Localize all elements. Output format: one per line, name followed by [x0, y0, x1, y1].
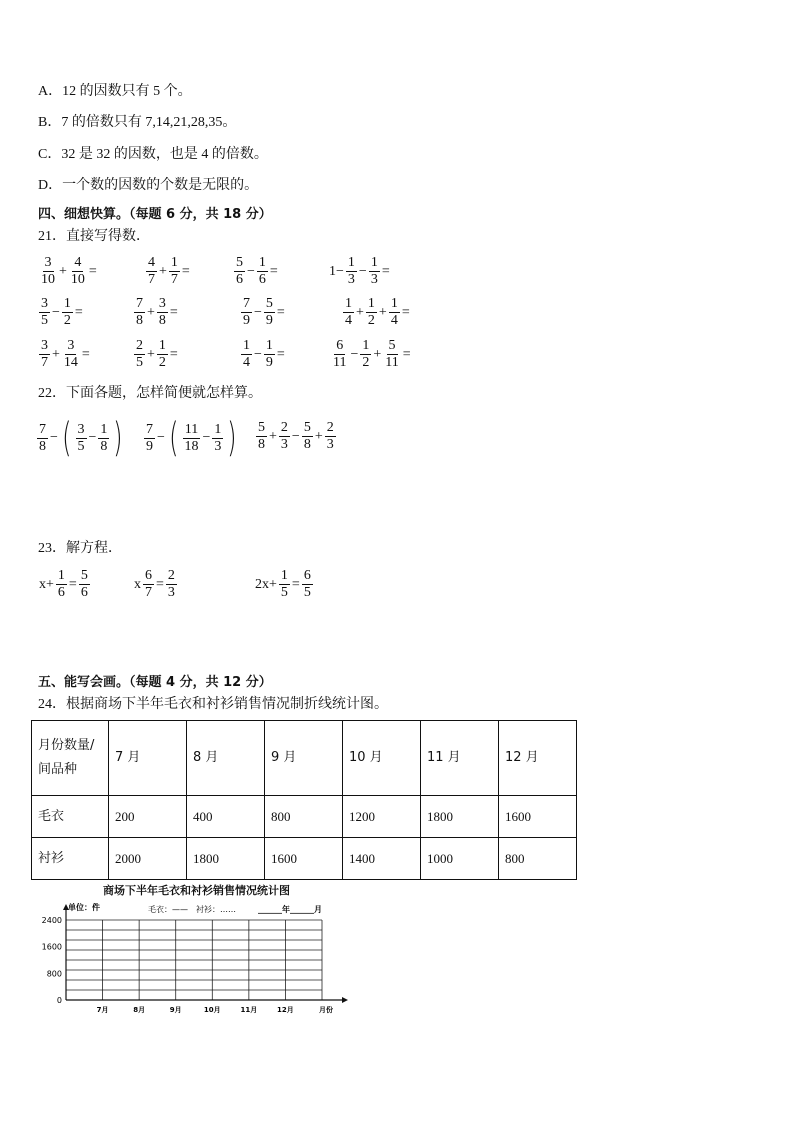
x-axis-label: 月份 — [319, 1006, 333, 1014]
fraction: $\frac{7}{8}$ — [39, 421, 46, 454]
y-tick-label: 800 — [46, 969, 62, 979]
table-header-cell: 11 月 — [421, 721, 499, 796]
fraction: $\frac{6}{5}$ — [303, 568, 311, 600]
table-header-cell: 10 月 — [343, 721, 421, 796]
q21-item: $\frac{1}{4}$ − $\frac{1}{9}$ = — [243, 338, 285, 370]
table-cell: 1600 — [265, 838, 343, 880]
q21-item: $\frac{3}{7}$ + $\frac{3}{14}$ = — [41, 338, 90, 370]
fraction: $\frac{1}{6}$ — [258, 255, 266, 287]
fraction: $\frac{3}{7}$ — [41, 338, 48, 370]
fraction: $\frac{1}{4}$ — [243, 338, 250, 370]
q23-equation-1: x+ $\frac{1}{6}$ = $\frac{5}{6}$ — [39, 568, 88, 600]
fraction: $\frac{1}{8}$ — [100, 421, 108, 454]
table-cell: 1200 — [343, 796, 421, 838]
fraction: $\frac{5}{9}$ — [265, 296, 273, 328]
sales-table — [31, 720, 577, 880]
table-cell: 1800 — [187, 838, 265, 880]
fraction: $\frac{7}{8}$ — [136, 296, 143, 328]
q21-title: 21．直接写得数． — [38, 229, 150, 244]
fraction: $\frac{1}{4}$ — [390, 296, 398, 328]
table-cell: 800 — [499, 838, 577, 880]
x-axis-arrow — [342, 997, 348, 1003]
fraction: $\frac{6}{7}$ — [145, 568, 152, 600]
q22-title: 22．下面各题，怎样简便就怎样算。 — [38, 386, 262, 401]
fraction: $\frac{5}{6}$ — [236, 255, 243, 287]
table-header-cell: 7 月 — [109, 721, 187, 796]
table-row-label: 衬衫 — [32, 838, 109, 880]
fraction: $\frac{5}{11}$ — [385, 338, 399, 370]
y-tick-label: 0 — [56, 996, 62, 1005]
fraction: $\frac{6}{11}$ — [333, 338, 347, 370]
q21-item: 1− $\frac{1}{3}$ − $\frac{1}{3}$ = — [329, 255, 390, 287]
q22-expression-3: $\frac{5}{8}$ + $\frac{2}{3}$ − $\frac{5}{8}$ + $\frac{2}{3}$ — [258, 420, 334, 452]
x-tick-label: 12月 — [277, 1006, 294, 1014]
table-header-cell: 8 月 — [187, 721, 265, 796]
fraction: $\frac{1}{9}$ — [265, 338, 273, 370]
x-tick-label: 9月 — [169, 1006, 182, 1014]
table-header-cell: 12 月 — [499, 721, 577, 796]
fraction: $\frac{7}{9}$ — [243, 296, 250, 328]
fraction: $\frac{2}{3}$ — [280, 420, 288, 452]
table-cell: 1400 — [343, 838, 421, 880]
fraction: $\frac{1}{3}$ — [347, 255, 355, 287]
y-tick-label: 2400 — [41, 916, 62, 925]
fraction: $\frac{1}{7}$ — [170, 255, 178, 287]
fraction: $\frac{3}{5}$ — [77, 421, 85, 454]
table-row — [32, 796, 577, 838]
fraction: $\frac{2}{3}$ — [167, 568, 175, 600]
option-d: D．一个数的因数的个数是无限的。 — [38, 178, 259, 193]
x-tick-label: 10月 — [203, 1006, 221, 1014]
y-tick-label: 1600 — [41, 942, 62, 952]
fraction: $\frac{11}{18}$ — [184, 421, 199, 454]
line-chart-grid — [30, 896, 360, 1020]
fraction: $\frac{3}{10}$ — [41, 255, 55, 287]
fraction: $\frac{2}{3}$ — [326, 420, 334, 452]
table-cell: 2000 — [109, 838, 187, 880]
fraction: $\frac{1}{3}$ — [370, 255, 378, 287]
q23-equation-3: 2x+ $\frac{1}{5}$ = $\frac{6}{5}$ — [255, 568, 311, 600]
fraction: $\frac{5}{8}$ — [258, 420, 265, 452]
table-cell: 1800 — [421, 796, 499, 838]
fraction: $\frac{3}{5}$ — [41, 296, 48, 328]
fraction: $\frac{1}{2}$ — [362, 338, 370, 370]
fraction: $\frac{4}{10}$ — [70, 255, 85, 287]
q21-item: $\frac{6}{11}$ − $\frac{1}{2}$ + $\frac{5}{11}$ = — [333, 338, 411, 370]
table-header-row — [32, 721, 577, 796]
x-tick-label: 8月 — [133, 1006, 146, 1014]
table-header-cell: 9 月 — [265, 721, 343, 796]
q21-item: $\frac{5}{6}$ − $\frac{1}{6}$ = — [236, 255, 278, 287]
chart-title: 商场下半年毛衣和衬衫销售情况统计图 — [103, 884, 290, 897]
chart-date-label: ______年______月 — [258, 905, 322, 914]
q21-item: $\frac{3}{10}$ + $\frac{4}{10}$ = — [41, 255, 97, 287]
q21-item: $\frac{1}{4}$ + $\frac{1}{2}$ + $\frac{1}{4}$ = — [345, 296, 410, 328]
q21-item: $\frac{4}{7}$ + $\frac{1}{7}$ = — [148, 255, 190, 287]
fraction: $\frac{4}{7}$ — [148, 255, 155, 287]
q21-item: $\frac{7}{9}$ − $\frac{5}{9}$ = — [243, 296, 285, 328]
fraction: $\frac{7}{9}$ — [146, 421, 153, 454]
fraction: $\frac{3}{8}$ — [158, 296, 166, 328]
chart-unit-label: 单位：件 — [68, 903, 100, 912]
x-tick-label: 7月 — [96, 1006, 109, 1014]
q23-equation-2: x $\frac{6}{7}$ = $\frac{2}{3}$ — [134, 568, 175, 600]
q22-expression-2: $\frac{7}{9}$ − ( $\frac{11}{18}$ − $\frac{1}{3}$ ) — [146, 415, 237, 461]
section4-heading: 四、细想快算。（每题 6 分，共 18 分） — [38, 207, 272, 222]
fraction: $\frac{1}{2}$ — [158, 338, 166, 370]
fraction: $\frac{3}{14}$ — [63, 338, 78, 370]
q21-item: $\frac{3}{5}$ − $\frac{1}{2}$ = — [41, 296, 83, 328]
table-cell: 800 — [265, 796, 343, 838]
q21-item: $\frac{7}{8}$ + $\frac{3}{8}$ = — [136, 296, 178, 328]
table-row — [32, 838, 577, 880]
fraction: $\frac{1}{6}$ — [57, 568, 65, 600]
x-tick-label: 11月 — [240, 1006, 258, 1014]
fraction: $\frac{1}{4}$ — [345, 296, 352, 328]
chart-legend: 毛衣：—— 衬衫：…… — [148, 905, 236, 914]
table-row-label: 毛衣 — [32, 796, 109, 838]
option-c: C．32 是 32 的因数，也是 4 的倍数。 — [38, 147, 268, 162]
q23-title: 23．解方程． — [38, 541, 122, 556]
section5-heading: 五、能写会画。（每题 4 分，共 12 分） — [38, 675, 272, 690]
fraction: $\frac{5}{8}$ — [303, 420, 311, 452]
q22-expression-1: $\frac{7}{8}$ − ( $\frac{3}{5}$ − $\frac{1}{8}$ ) — [39, 415, 123, 461]
option-a: A．12 的因数只有 5 个。 — [38, 84, 192, 99]
fraction: $\frac{1}{2}$ — [63, 296, 71, 328]
table-corner-cell: 月份数量/ 间品种 — [32, 721, 109, 796]
table-cell: 1600 — [499, 796, 577, 838]
q21-item: $\frac{2}{5}$ + $\frac{1}{2}$ = — [136, 338, 178, 370]
fraction: $\frac{2}{5}$ — [136, 338, 143, 370]
fraction: $\frac{1}{5}$ — [280, 568, 288, 600]
table-cell: 400 — [187, 796, 265, 838]
fraction: $\frac{5}{6}$ — [80, 568, 88, 600]
table-cell: 1000 — [421, 838, 499, 880]
fraction: $\frac{1}{3}$ — [214, 421, 222, 454]
q24-title: 24．根据商场下半年毛衣和衬衫销售情况制折线统计图。 — [38, 697, 388, 712]
fraction: $\frac{1}{2}$ — [367, 296, 375, 328]
option-b: B．7 的倍数只有 7,14,21,28,35。 — [38, 115, 237, 130]
table-cell: 200 — [109, 796, 187, 838]
